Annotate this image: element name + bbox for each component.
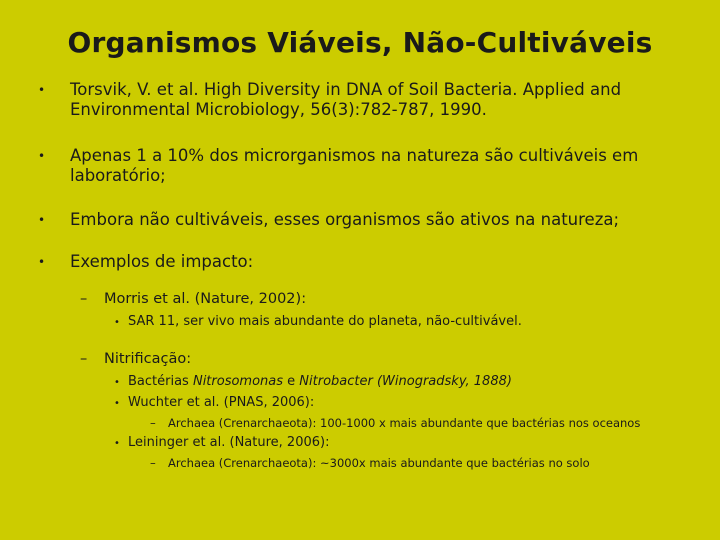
dash-mark: – bbox=[150, 456, 156, 470]
nitrobacter-text: Nitrobacter bbox=[299, 374, 373, 389]
e-text: e bbox=[283, 374, 300, 389]
bullet-dot: • bbox=[38, 149, 46, 163]
bullet-dot: • bbox=[114, 317, 120, 328]
morris-item-text: SAR 11, ser vivo mais abundante do planeta, não-cultivável. bbox=[128, 314, 522, 329]
sub-morris bbox=[80, 290, 306, 308]
bullet-dot: • bbox=[114, 398, 120, 409]
wuchter-text: Wuchter et al. (PNAS, 2006): bbox=[128, 395, 315, 410]
bullet-text: Torsvik, V. et al. High Diversity in DNA of Soil Bacteria. Applied and Environmental Microbiology, 56(3):782-787, 1990. bbox=[70, 80, 622, 119]
bacterias-prefix: Bactérias bbox=[128, 374, 193, 389]
leininger-subitem bbox=[150, 455, 590, 471]
bullet-exemplos bbox=[38, 252, 688, 272]
dash-mark: – bbox=[80, 351, 88, 367]
nitrosomonas-text: Nitrosomonas bbox=[192, 374, 284, 389]
bullet-dot: • bbox=[38, 255, 46, 269]
leininger-text: Leininger et al. (Nature, 2006): bbox=[128, 435, 330, 450]
leininger-subitem-text: Archaea (Crenarchaeota): ~3000x mais abundante que bactérias no solo bbox=[168, 456, 590, 470]
bacterias-item bbox=[114, 373, 512, 392]
slide-title: Organismos Viáveis, Não-Cultiváveis bbox=[67, 26, 653, 59]
winogradsky-text: (Winogradsky, 1888) bbox=[372, 374, 512, 389]
sub-nitrificacao bbox=[80, 350, 191, 368]
dash-mark: – bbox=[80, 291, 88, 307]
bullet-dot: • bbox=[38, 83, 46, 97]
bullet-dot: • bbox=[38, 213, 46, 227]
bullet-cultivaveis bbox=[38, 146, 688, 186]
bullet-text: Apenas 1 a 10% dos microrganismos na natureza são cultiváveis em laboratório; bbox=[70, 146, 639, 185]
bullet-ativos bbox=[38, 210, 688, 230]
leininger-item bbox=[114, 434, 329, 453]
wuchter-subitem-text: Archaea (Crenarchaeota): 100-1000 x mais abundante que bactérias nos oceanos bbox=[168, 416, 641, 430]
bullet-torsvik bbox=[38, 80, 688, 120]
wuchter-subitem bbox=[150, 415, 640, 431]
sub-morris-heading: Morris et al. (Nature, 2002): bbox=[104, 291, 307, 307]
bullet-dot: • bbox=[114, 377, 120, 388]
bullet-dot: • bbox=[114, 438, 120, 449]
wuchter-item bbox=[114, 394, 314, 413]
bullet-text: Exemplos de impacto: bbox=[70, 252, 254, 271]
sub-nitrificacao-heading: Nitrificação: bbox=[104, 351, 192, 367]
bullet-text: Embora não cultiváveis, esses organismos são ativos na natureza; bbox=[70, 210, 620, 229]
dash-mark: – bbox=[150, 416, 156, 430]
morris-item bbox=[114, 313, 522, 332]
